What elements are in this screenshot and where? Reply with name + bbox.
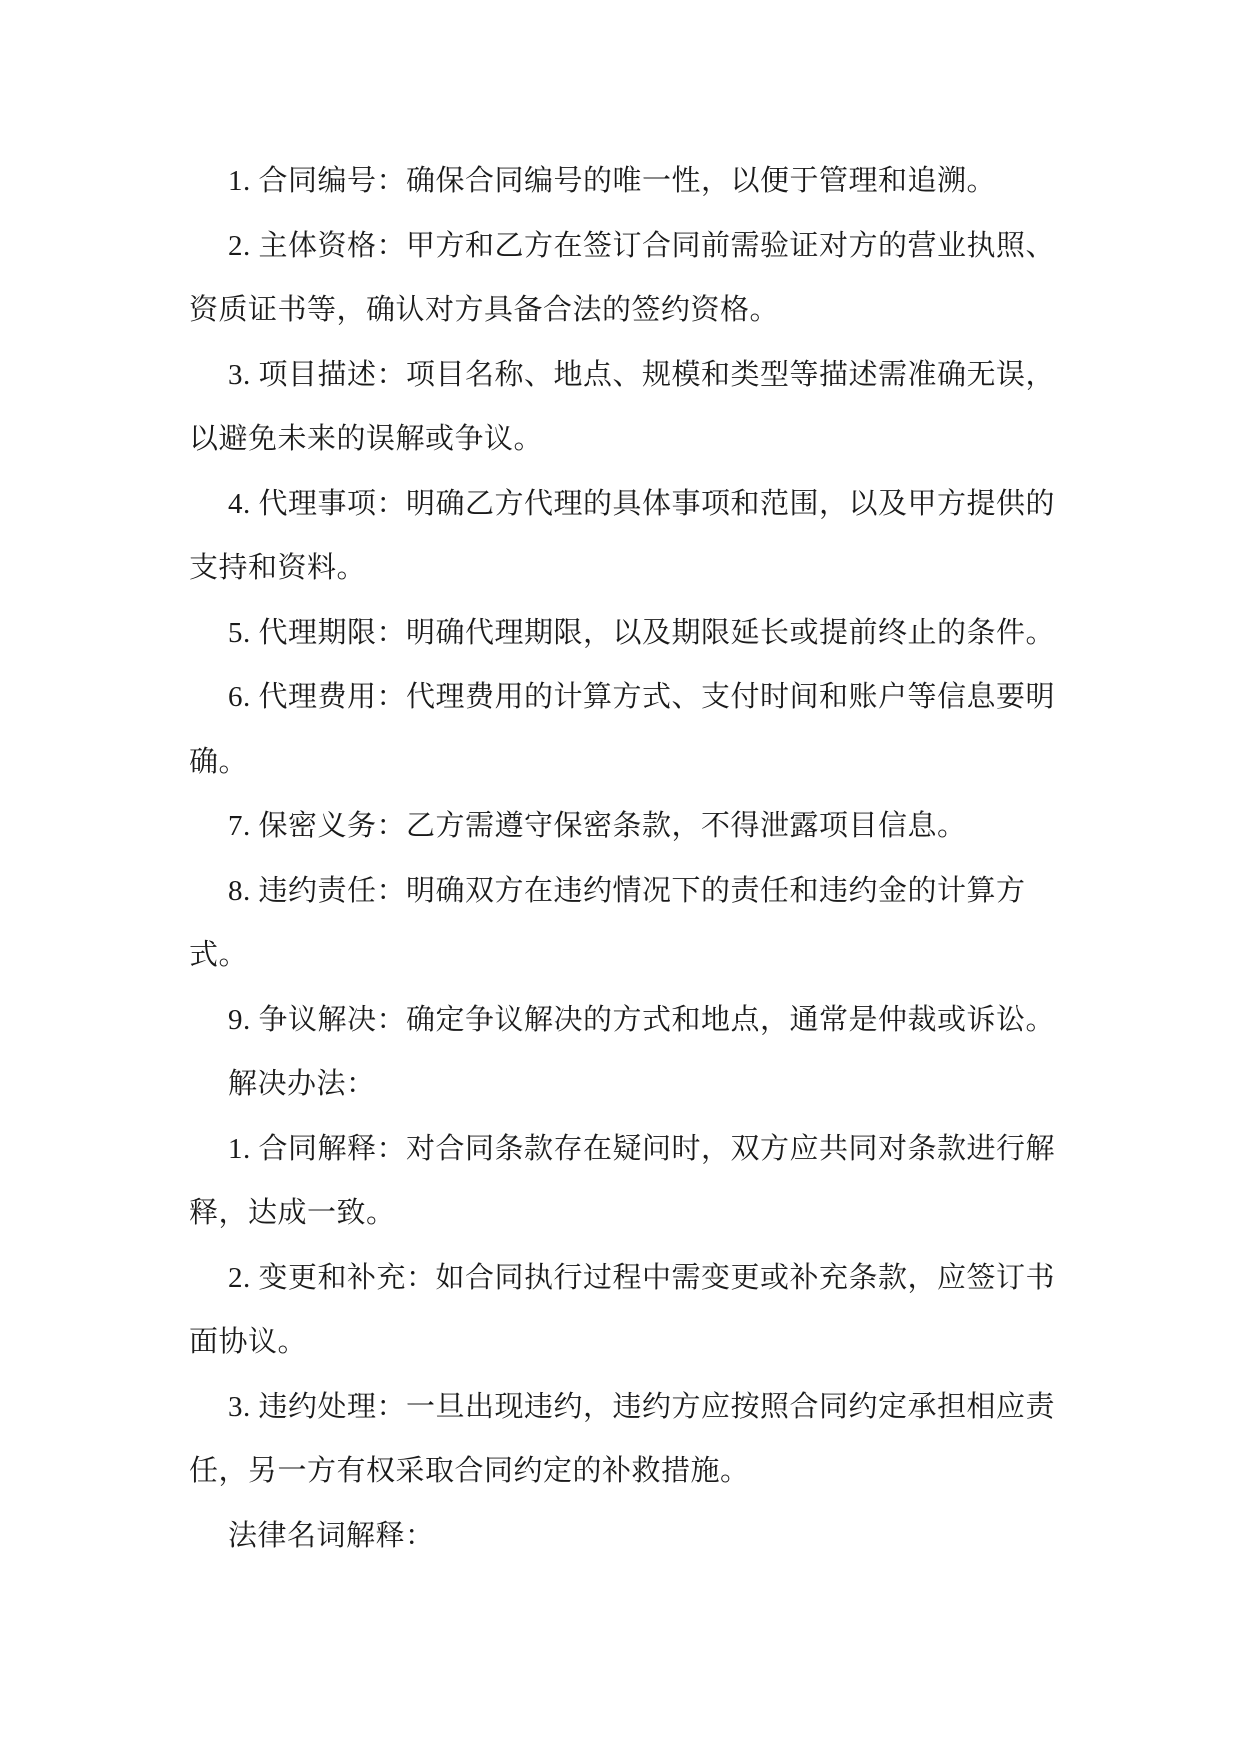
text-line: 4. 代理事项：明确乙方代理的具体事项和范围，以及甲方提供的 (228, 487, 1056, 520)
text-line: 资质证书等，确认对方具备合法的签约资格。 (189, 294, 780, 326)
text-line: 9. 争议解决：确定争议解决的方式和地点，通常是仲裁或诉讼。 (228, 1003, 1056, 1036)
text-line: 8. 违约责任：明确双方在违约情况下的责任和违约金的计算方 (228, 874, 1026, 907)
document-body (189, 149, 1089, 1568)
text-line: 式。 (189, 939, 249, 971)
text-line: 面协议。 (189, 1326, 308, 1358)
text-line: 2. 主体资格：甲方和乙方在签订合同前需验证对方的营业执照、 (228, 229, 1056, 262)
text-line: 7. 保密义务：乙方需遵守保密条款，不得泄露项目信息。 (228, 810, 967, 842)
text-line: 3. 违约处理：一旦出现违约，违约方应按照合同约定承担相应责 (228, 1390, 1056, 1423)
text-line: 任，另一方有权采取合同约定的补救措施。 (189, 1455, 750, 1487)
text-line: 解决办法： (228, 1068, 376, 1100)
text-line: 1. 合同解释：对合同条款存在疑问时，双方应共同对条款进行解 (228, 1132, 1056, 1165)
text-line: 3. 项目描述：项目名称、地点、规模和类型等描述需准确无误， (228, 358, 1056, 391)
text-line: 以避免未来的误解或争议。 (189, 423, 544, 455)
text-line: 6. 代理费用：代理费用的计算方式、支付时间和账户等信息要明 (228, 681, 1056, 713)
text-line: 法律名词解释： (228, 1519, 435, 1552)
text-line: 2. 变更和补充：如合同执行过程中需变更或补充条款，应签订书 (228, 1261, 1056, 1294)
text-line: 5. 代理期限：明确代理期限，以及期限延长或提前终止的条件。 (228, 616, 1056, 649)
text-line: 1. 合同编号：确保合同编号的唯一性，以便于管理和追溯。 (228, 165, 997, 197)
text-line: 支持和资料。 (189, 552, 367, 584)
text-line: 确。 (189, 745, 249, 778)
text-line: 释，达成一致。 (189, 1197, 396, 1229)
